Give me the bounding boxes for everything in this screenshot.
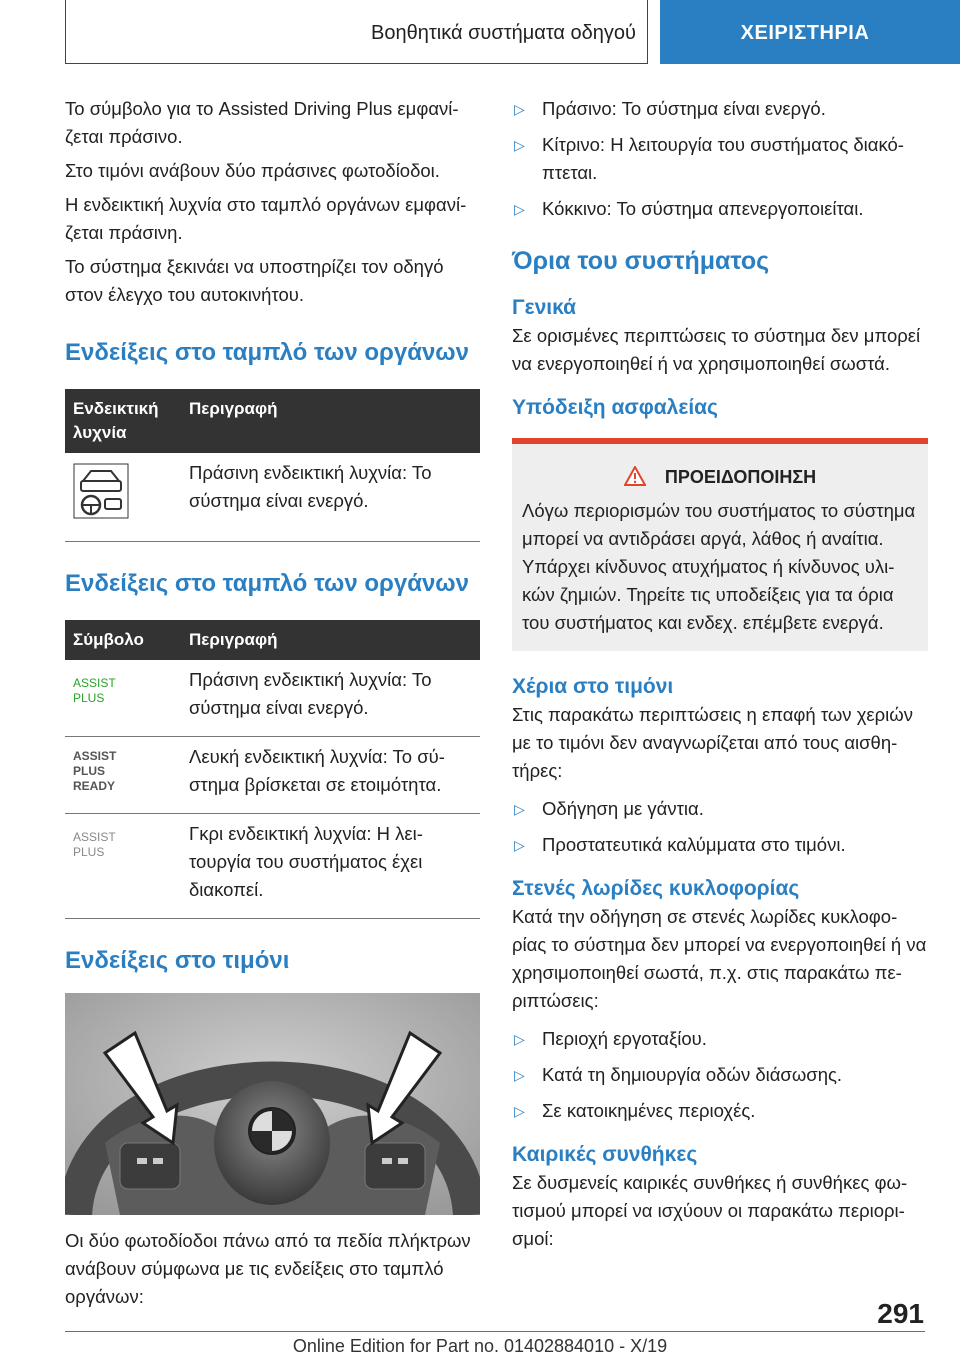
hands-list bbox=[512, 795, 928, 859]
general-text: Σε ορισμένες περιπτώσεις το σύστημα δεν μπορεί να ενεργοποιηθεί ή να χρησιμοποιηθεί σωστά. bbox=[512, 325, 921, 374]
heading-steering: Ενδείξεις στο τιμόνι bbox=[65, 947, 290, 974]
table-row bbox=[65, 814, 480, 919]
steering-assist-icon bbox=[73, 502, 129, 523]
bullet-triangle-icon: ▷ bbox=[514, 801, 525, 817]
chapter-title: ΧΕΙΡΙΣΤΗΡΙΑ bbox=[740, 22, 870, 44]
bullet-triangle-icon: ▷ bbox=[514, 837, 525, 853]
list-item: ▷ Σε κατοικημένες περιοχές. bbox=[512, 1097, 928, 1125]
bullet-triangle-icon: ▷ bbox=[514, 1031, 525, 1047]
table-header: Σύμβολο bbox=[65, 620, 181, 660]
table-cell-symbol bbox=[65, 453, 181, 542]
right-column bbox=[512, 95, 928, 1259]
table-header: Περιγραφή bbox=[181, 389, 480, 453]
warning-triangle-icon bbox=[624, 466, 646, 491]
list-item: ▷ Κόκκινο: Το σύστημα απενεργοποιείται. bbox=[512, 195, 928, 223]
symbol-line: PLUS bbox=[73, 764, 106, 778]
list-item: ▷ Οδήγηση με γάντια. bbox=[512, 795, 928, 823]
heading-general: Γενικά bbox=[512, 296, 577, 319]
footer-divider bbox=[65, 1331, 925, 1332]
warning-text: Λόγω περιορισμών του συστήματος το σύστημα μπορεί να αντιδράσει αργά, λάθος ή αναίτια. Υπάρχει κίνδυνος ατυχήματος ή κίνδυνος υλι‐ κών ζημιών. Τηρείτε τις υποδείξεις για τα όρια του συστήματος και ενδεχ. επέμβετε ενεργά. bbox=[522, 500, 916, 633]
page-number: 291 bbox=[877, 1298, 924, 1329]
bullet-triangle-icon: ▷ bbox=[514, 1067, 525, 1083]
heading-weather: Καιρικές συνθήκες bbox=[512, 1143, 698, 1166]
bullet-triangle-icon: ▷ bbox=[514, 137, 525, 153]
section-title: Βοηθητικά συστήματα οδηγού bbox=[371, 22, 636, 44]
warning-box bbox=[512, 438, 928, 651]
symbol-line: ASSIST bbox=[73, 830, 116, 844]
table-cell-desc: Πράσινη ενδεικτική λυχνία: Το σύστημα είναι ενεργό. bbox=[181, 453, 480, 542]
heading-lanes: Στενές λωρίδες κυκλοφορίας bbox=[512, 877, 800, 900]
lanes-list bbox=[512, 1025, 928, 1125]
edition-footer: Online Edition for Part no. 01402884010 - X/19 bbox=[292, 1336, 668, 1356]
symbol-line: ASSIST bbox=[73, 749, 117, 763]
intro-paragraph: Η ενδεικτική λυχνία στο ταμπλό οργάνων εμφανί‐ ζεται πράσινη. bbox=[65, 194, 467, 243]
list-item: ▷ Πράσινο: Το σύστημα είναι ενεργό. bbox=[512, 95, 928, 123]
table-row bbox=[65, 660, 480, 737]
intro-paragraph: Το σύστημα ξεκινάει να υποστηρίζει τον οδηγό στον έλεγχο του αυτοκινήτου. bbox=[65, 256, 444, 305]
heading-safety: Υπόδειξη ασφαλείας bbox=[512, 396, 718, 419]
bullet-triangle-icon: ▷ bbox=[514, 101, 525, 117]
assist-plus-grey-symbol bbox=[65, 814, 181, 919]
symbol-line: READY bbox=[73, 779, 116, 793]
steering-wheel-illustration bbox=[65, 993, 480, 1215]
table-header: Περιγραφή bbox=[181, 620, 480, 660]
bullet-triangle-icon: ▷ bbox=[514, 201, 525, 217]
symbol-line: ASSIST bbox=[73, 676, 116, 690]
symbol-line: PLUS bbox=[73, 691, 105, 705]
table-row bbox=[65, 453, 480, 542]
status-list bbox=[512, 95, 928, 223]
steering-caption: Οι δύο φωτοδίοδοι πάνω από τα πεδία πλήκτρων ανάβουν σύμφωνα με τις ενδείξεις στο ταμπλό οργάνων: bbox=[65, 1230, 471, 1307]
intro-paragraph: Στο τιμόνι ανάβουν δύο πράσινες φωτοδίοδοι. bbox=[65, 160, 440, 181]
indicator-table bbox=[65, 389, 480, 542]
bullet-triangle-icon: ▷ bbox=[514, 1103, 525, 1119]
assist-plus-ready-symbol bbox=[65, 737, 181, 814]
list-item: ▷ Περιοχή εργοταξίου. bbox=[512, 1025, 928, 1053]
assist-plus-green-symbol bbox=[65, 660, 181, 737]
heading-limits: Όρια του συστήματος bbox=[512, 247, 770, 275]
table-cell-desc: Πράσινη ενδεικτική λυχνία: Το σύστημα είναι ενεργό. bbox=[181, 660, 480, 737]
symbol-line: PLUS bbox=[73, 845, 105, 859]
table-row bbox=[65, 737, 480, 814]
heading-hands: Χέρια στο τιμόνι bbox=[512, 675, 674, 698]
warning-title: ΠΡΟΕΙΔΟΠΟΙΗΣΗ bbox=[664, 467, 817, 487]
list-item: ▷ Προστατευτικά καλύμματα στο τιμόνι. bbox=[512, 831, 928, 859]
table-header: Ενδεικτική λυχνία bbox=[65, 389, 181, 453]
left-column bbox=[65, 95, 480, 1317]
hands-text: Στις παρακάτω περιπτώσεις η επαφή των χεριών με το τιμόνι δεν αναγνωρίζεται από τους αισθη‐ τήρες: bbox=[512, 704, 913, 781]
table-cell-desc: Λευκή ενδεικτική λυχνία: Το σύ‐ στημα βρίσκεται σε ετοιμότητα. bbox=[181, 737, 480, 814]
list-item: ▷ Κατά τη δημιουργία οδών διάσωσης. bbox=[512, 1061, 928, 1089]
list-item: ▷ Κίτρινο: Η λειτουργία του συστήματος διακό‐ πτεται. bbox=[512, 131, 928, 187]
heading-indicators: Ενδείξεις στο ταμπλό των οργάνων bbox=[65, 339, 469, 366]
table-cell-desc: Γκρι ενδεικτική λυχνία: Η λει‐ τουργία του συστήματος έχει διακοπεί. bbox=[181, 814, 480, 919]
intro-paragraph: Το σύμβολο για το Assisted Driving Plus εμφανί‐ ζεται πράσινο. bbox=[65, 98, 459, 147]
lanes-text: Κατά την οδήγηση σε στενές λωρίδες κυκλοφο‐ ρίας το σύστημα δεν μπορεί να ενεργοποιηθεί ή να χρησιμοποιηθεί σωστά, π.χ. στις παρακάτω πε‐ ριπτώσεις: bbox=[512, 906, 927, 1011]
weather-text: Σε δυσμενείς καιρικές συνθήκες ή συνθήκες φω‐ τισμού μπορεί να ισχύουν οι παρακάτω περιορι‐ σμοί: bbox=[512, 1172, 908, 1249]
warning-title-row bbox=[522, 466, 918, 491]
heading-indicators-2: Ενδείξεις στο ταμπλό των οργάνων bbox=[65, 570, 469, 597]
symbol-table bbox=[65, 620, 480, 919]
